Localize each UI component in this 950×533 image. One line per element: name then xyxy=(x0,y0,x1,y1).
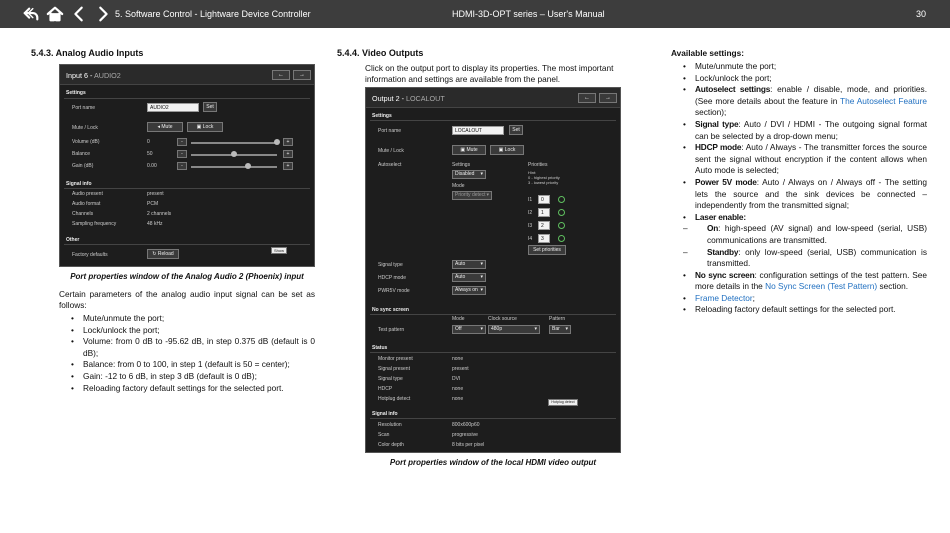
term: Signal type xyxy=(695,118,739,129)
status-value: present xyxy=(452,366,469,372)
text: : enable / disable, mode, and priorities. (See more details about the feature in xyxy=(695,84,927,106)
autoselect-label: Autoselect xyxy=(378,162,402,168)
panel-title: Output 2 - LOCALOUT xyxy=(372,94,445,103)
autoselect-settings-select[interactable]: Disabled ▾ xyxy=(452,170,486,179)
check-icon xyxy=(558,209,565,216)
signal-type-label: Signal type xyxy=(378,262,403,268)
mode-column-header: Mode xyxy=(452,183,465,189)
lock-icon: ▣ xyxy=(196,124,203,130)
gain-slider[interactable] xyxy=(191,166,277,168)
check-icon xyxy=(558,222,565,229)
list-item: • Mute/unmute the port; xyxy=(671,61,927,73)
no-sync-screen-section: No sync screen xyxy=(372,307,409,313)
list-item xyxy=(671,84,927,119)
reload-button[interactable]: ↻ Reload xyxy=(147,249,179,259)
volume-decrease[interactable]: - xyxy=(177,138,187,146)
help-button[interactable]: Show xyxy=(271,247,287,254)
divider xyxy=(370,120,616,121)
chevron-left-icon[interactable] xyxy=(70,5,88,23)
text: : Auto / Always - The transmitter forces the source sent the signal without encryption if the content allows when Auto mode is selected; xyxy=(695,142,927,176)
priority-label: I4 xyxy=(528,236,533,242)
list-subitem xyxy=(671,247,927,270)
volume-knob[interactable] xyxy=(274,139,280,145)
text: : Auto / DVI / HDMI - The outgoing signal format can be selected by a drop-down menu; xyxy=(695,118,928,141)
other-section: Other xyxy=(66,237,80,243)
priority-hint: 0 - highest priority xyxy=(528,175,560,180)
text: ; xyxy=(752,292,755,303)
check-icon xyxy=(558,235,565,242)
info-label: Scan xyxy=(378,432,390,438)
reload-icon: ↻ xyxy=(152,251,158,257)
info-label: Audio format xyxy=(72,201,101,207)
status-value: DVI xyxy=(452,376,461,382)
ns-clock-select[interactable]: 480p ▾ xyxy=(488,325,540,334)
no-sync-screen-link[interactable]: No Sync Screen (Test Pattern) xyxy=(765,281,878,292)
prev-port-button[interactable]: ← xyxy=(272,70,290,80)
status-value: none xyxy=(452,396,464,402)
divider xyxy=(370,314,616,315)
set-button[interactable]: Set xyxy=(509,125,523,135)
list-item: • Lock/unlock the port; xyxy=(671,73,927,85)
gain-decrease[interactable]: - xyxy=(177,162,187,170)
header-bar xyxy=(0,0,950,28)
volume-slider[interactable] xyxy=(191,142,277,144)
lock-button[interactable]: ▣ Lock xyxy=(187,122,223,132)
panel-title-bar xyxy=(60,65,314,85)
analog-audio-panel-screenshot xyxy=(59,64,315,267)
status-value: none xyxy=(452,356,464,362)
term: Standby xyxy=(707,246,739,257)
heading-video-outputs: 5.4.4. Video Outputs xyxy=(337,48,424,58)
list-item: • Volume: from 0 dB to -95.62 dB, in step 0.375 dB (default is 0 dB); xyxy=(59,336,315,359)
info-value: progressive xyxy=(452,432,478,438)
test-pattern-label: Test pattern xyxy=(378,327,405,333)
info-label: Color depth xyxy=(378,442,404,448)
priority-input[interactable]: 0 xyxy=(538,195,550,204)
status-label: Signal present xyxy=(378,366,410,372)
mute-lock-label: Mute / Lock xyxy=(378,148,404,154)
chevron-right-icon[interactable] xyxy=(94,5,112,23)
divider xyxy=(64,188,310,189)
term: On xyxy=(707,223,719,234)
list-item xyxy=(671,119,927,142)
return-icon[interactable] xyxy=(22,5,40,23)
home-icon[interactable] xyxy=(46,5,64,23)
hotplug-detect-button[interactable]: Hotplug detect xyxy=(548,399,578,406)
settings-section: Settings xyxy=(372,113,392,119)
balance-increase[interactable]: + xyxy=(283,150,293,158)
next-port-button[interactable]: → xyxy=(599,93,617,103)
set-priorities-button[interactable]: Set priorities xyxy=(528,245,566,255)
gain-increase[interactable]: + xyxy=(283,162,293,170)
term: Autoselect settings xyxy=(695,84,771,95)
priority-label: I1 xyxy=(528,197,533,203)
info-label: Sampling frequency xyxy=(72,221,117,227)
caption-analog-audio: Port properties window of the Analog Audio 2 (Phoenix) input xyxy=(70,272,304,281)
lock-icon: ▣ xyxy=(498,147,505,153)
info-value: 800x600p60 xyxy=(452,422,480,428)
gain-value: 0.00 xyxy=(147,163,157,169)
check-icon xyxy=(558,196,565,203)
frame-detector-link[interactable]: Frame Detector xyxy=(695,292,753,303)
settings-column-header: Settings xyxy=(452,162,471,168)
text: : Auto / Always on / Always off - The setting lets the source and the sink devices be connected – independently from the transmitted signal; xyxy=(695,176,928,211)
term: Power 5V mode xyxy=(695,176,757,187)
ns-pattern-select[interactable]: Bar ▾ xyxy=(549,325,571,334)
panel-title-bar xyxy=(366,88,620,108)
priority-input[interactable]: 1 xyxy=(538,208,550,217)
autoselect-feature-link[interactable]: The Autoselect Feature xyxy=(840,95,927,106)
info-value: present xyxy=(147,191,164,197)
next-port-button[interactable]: → xyxy=(293,70,311,80)
text: : configuration settings of the test pattern. See more details in the xyxy=(695,269,927,292)
video-outputs-intro: Click on the output port to display its properties. The most important information and settings are available from the panel. xyxy=(365,63,614,85)
divider xyxy=(64,244,310,245)
text: : only low-speed (serial, USB) communication is transmitted. xyxy=(707,246,927,269)
priorities-column-header: Priorities xyxy=(528,162,548,168)
priority-label: I2 xyxy=(528,210,533,216)
list-item xyxy=(671,212,927,224)
mute-lock-label: Mute / Lock xyxy=(72,125,98,131)
hdcp-mode-label: HDCP mode xyxy=(378,275,406,281)
term: Laser enable: xyxy=(695,211,746,222)
balance-knob[interactable] xyxy=(231,151,237,157)
port-name-input[interactable]: LOCALOUT xyxy=(452,126,504,135)
analog-audio-intro: Certain parameters of the analog audio input signal can be set as follows: xyxy=(59,289,315,311)
mute-button[interactable]: ▣ Mute xyxy=(452,145,486,155)
settings-section: Settings xyxy=(66,90,86,96)
mute-button[interactable]: ◂ Mute xyxy=(147,122,183,132)
ns-clock-column-header: Clock source xyxy=(488,316,517,322)
mute-icon: ▣ xyxy=(460,147,467,153)
list-item: • Balance: from 0 to 100, in step 1 (default is 50 = center); xyxy=(59,359,315,371)
prev-port-button[interactable]: ← xyxy=(578,93,596,103)
priority-hint: 3 - lowest priority xyxy=(528,180,559,185)
nav-icons xyxy=(22,5,112,23)
page-number: 30 xyxy=(915,9,926,19)
list-item xyxy=(671,270,927,293)
list-item xyxy=(671,293,927,305)
video-output-panel-screenshot xyxy=(365,87,621,453)
divider xyxy=(370,352,616,353)
signal-info-section: Signal info xyxy=(66,181,92,187)
priority-input[interactable]: 2 xyxy=(538,221,550,230)
gain-label: Gain (dB) xyxy=(72,163,94,169)
available-settings-heading: Available settings: xyxy=(671,48,745,58)
port-name-label: Port name xyxy=(378,128,402,134)
header-section-title: 5. Software Control - Lightware Device Controller xyxy=(115,9,311,19)
factory-defaults-label: Factory defaults xyxy=(72,252,108,258)
list-item: • Lock/unlock the port; xyxy=(59,325,315,337)
info-label: Channels xyxy=(72,211,94,217)
signal-type-select[interactable]: Auto ▾ xyxy=(452,260,486,269)
text: section); xyxy=(695,107,727,118)
hdcp-mode-select[interactable]: Auto ▾ xyxy=(452,273,486,282)
divider xyxy=(370,418,616,419)
gain-knob[interactable] xyxy=(245,163,251,169)
list-item: • Gain: -12 to 6 dB, in step 3 dB (default is 0 dB); xyxy=(59,371,315,383)
list-item: • Reloading factory default settings for the selected port. xyxy=(671,304,927,316)
analog-audio-settings-list xyxy=(59,313,315,394)
balance-decrease[interactable]: - xyxy=(177,150,187,158)
pwr5v-mode-label: PWR5V mode xyxy=(378,288,410,294)
text: : high-speed (AV signal) and low-speed (serial, USB) communications are transmitted. xyxy=(707,223,927,245)
caption-video-output: Port properties window of the local HDMI video output xyxy=(389,458,597,467)
list-item: • Mute/unmute the port; xyxy=(59,313,315,325)
autoselect-mode-select[interactable]: Priority detect ▾ xyxy=(452,191,492,200)
term: HDCP mode xyxy=(695,142,742,153)
speaker-icon: ◂ xyxy=(157,124,162,130)
volume-label: Volume (dB) xyxy=(72,139,100,145)
list-item xyxy=(671,177,927,212)
status-label: Signal type xyxy=(378,376,403,382)
info-label: Audio present xyxy=(72,191,103,197)
list-subitem xyxy=(671,223,927,246)
volume-value: 0 xyxy=(147,139,150,145)
info-value: 48 kHz xyxy=(147,221,163,227)
balance-value: 50 xyxy=(147,151,153,157)
list-item: • Reloading factory default settings for the selected port. xyxy=(59,383,315,395)
divider xyxy=(64,98,310,99)
lock-button[interactable]: ▣ Lock xyxy=(490,145,524,155)
term: No sync screen xyxy=(695,269,755,280)
signal-info-section: Signal info xyxy=(372,411,398,417)
header-manual-title: HDMI-3D-OPT series – User's Manual xyxy=(452,9,605,19)
available-settings-list xyxy=(671,61,927,316)
pwr5v-mode-select[interactable]: Always on ▾ xyxy=(452,286,486,295)
balance-label: Balance xyxy=(72,151,91,157)
port-name-input[interactable]: AUDIO2 xyxy=(147,103,199,112)
text: section. xyxy=(877,281,909,292)
status-section: Status xyxy=(372,345,388,351)
port-name-label: Port name xyxy=(72,105,96,111)
info-value: 8 bits per pixel xyxy=(452,442,485,448)
status-label: Monitor present xyxy=(378,356,413,362)
set-button[interactable]: Set xyxy=(203,102,217,112)
info-label: Resolution xyxy=(378,422,402,428)
ns-mode-column-header: Mode xyxy=(452,316,465,322)
heading-analog-audio-inputs: 5.4.3. Analog Audio Inputs xyxy=(31,48,144,58)
status-label: Hotplug detect xyxy=(378,396,411,402)
panel-title: Input 6 - AUDIO2 xyxy=(66,71,121,80)
priority-label: I3 xyxy=(528,223,533,229)
volume-increase[interactable]: + xyxy=(283,138,293,146)
info-value: 2 channels xyxy=(147,211,172,217)
list-item xyxy=(671,142,927,177)
status-value: none xyxy=(452,386,464,392)
status-label: HDCP xyxy=(378,386,393,392)
ns-mode-select[interactable]: Off ▾ xyxy=(452,325,486,334)
info-value: PCM xyxy=(147,201,159,207)
priority-hint: Hint: xyxy=(528,170,537,175)
priority-input[interactable]: 3 xyxy=(538,234,550,243)
ns-pattern-column-header: Pattern xyxy=(549,316,566,322)
